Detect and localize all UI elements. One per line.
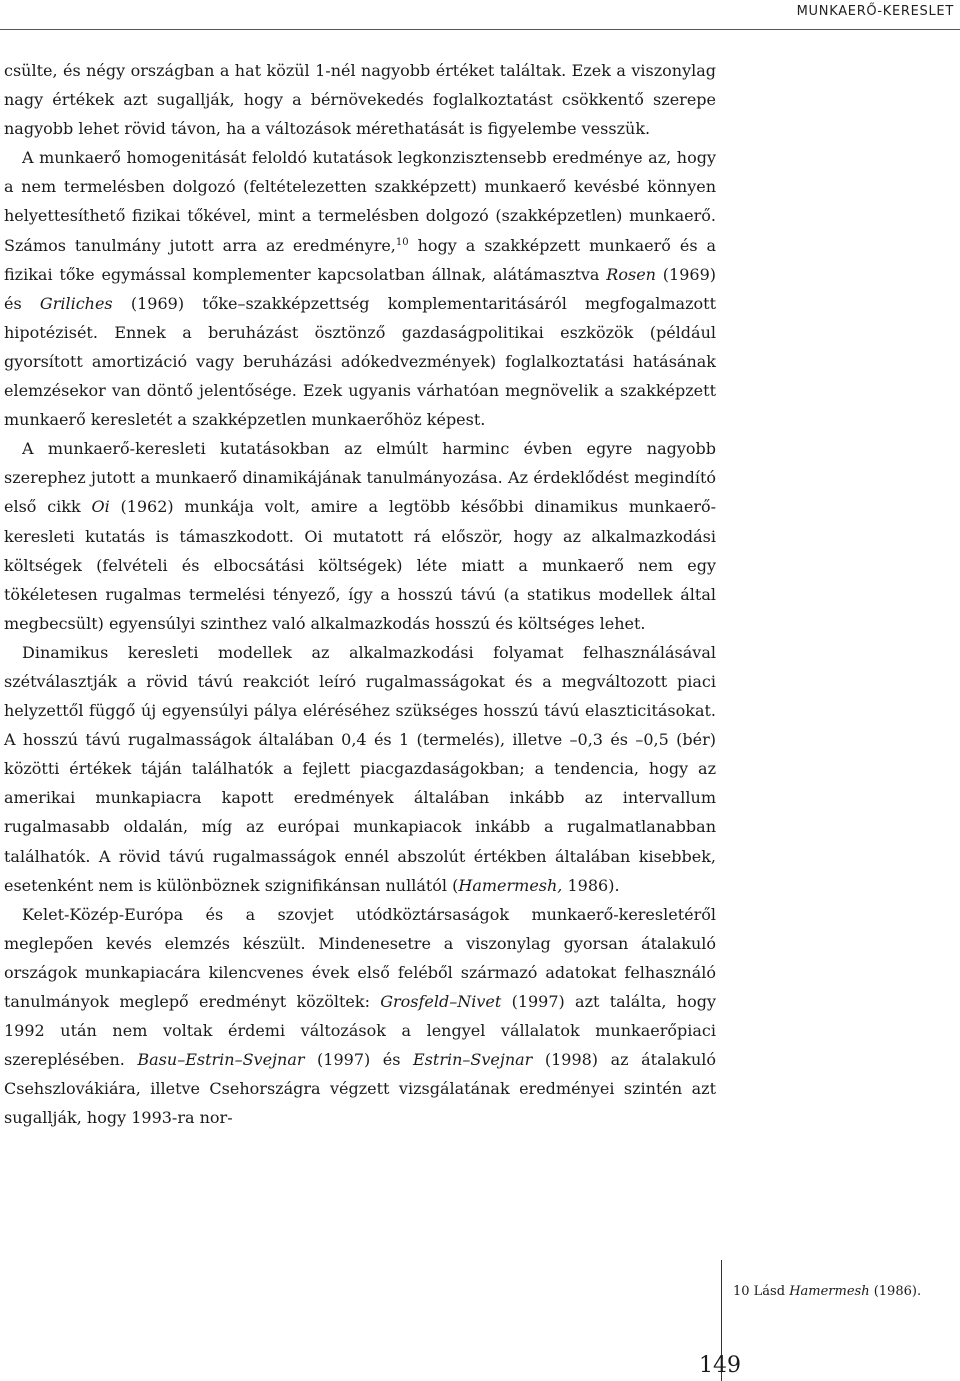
citation-hamermesh: Hamermesh, [458,875,563,895]
paragraph-1-text: csülte, és négy országban a hat közül 1-nél nagyobb értéket találtak. Ezek a viszonylag nagy értékek azt sugallják, hogy a bérnövekedés foglalkoztatást csökkentő szerepe nagyobb lehet rövid távon, ha a változások mérethatását is figyelembe vesszük. [4,61,716,139]
paragraph-3 [4,434,716,638]
paragraph-3-text-b: (1962) munkája volt, amire a legtöbb későbbi dinamikus munkaerő-keresleti kutatás is támaszkodott. Oi mutatott rá először, hogy az alkalmazkodási költségek (felvételi és elbocsátási költségek) léte miatt a munkaerő nem egy tökéletesen rugalmas termelési tényező, így a hosszú távú (a statikus modellek által megbecsült) egyensúlyi szinthez való alkalmazkodás hosszú és költséges lehet. [4,497,717,633]
paragraph-4-text-a: Dinamikus keresleti modellek az alkalmazkodási folyamat felhasználásával szétválasztják a rövid távú reakciót leíró rugalmasságokat és a megváltozott piaci helyzettől függő új egyensúlyi pálya eléréséhez szükséges hosszú távú elaszticitásokat. A hosszú távú rugalmasságok általában 0,4 és 1 (termelés), illetve –0,3 és –0,5 (bér) közötti értékek táján találhatók a fejlett piacgazdaságokban; a tendencia, hogy az amerikai munkapiacra kapott eredmények általában inkább az intervallum rugalmasabb oldalán, míg az európai munkapiacok inkább a rugalmatlanabban találhatók. A rövid távú rugalmasságok ennél abszolút értékben általában kisebbek, esetenként nem is különböznek szignifikánsan nullától ( [4,642,716,895]
paragraph-2-text-c: (1969) és [4,264,716,313]
citation-oi: Oi [91,497,110,517]
paragraph-2-text-b: hogy a szakképzett munkaerő és a fizikai tőke egymással komplementer kapcsolatban állnak, alátámasztva [4,235,717,284]
citation-griliches: Griliches [39,293,113,313]
paragraph-4-text-b: 1986). [562,875,620,895]
footnote-text-before: 10 Lásd [733,1284,790,1299]
paragraph-4 [4,638,716,900]
paragraph-5 [4,900,716,1133]
citation-grosfeld-nivet: Grosfeld–Nivet [380,992,502,1011]
paragraph-3-text-a: A munkaerő-keresleti kutatásokban az elmúlt harminc évben egyre nagyobb szerephez jutott a munkaerő dinamikájának tanulmányozása. Az érdeklődést megindító első cikk [4,439,716,517]
footnote-text-after: (1986). [869,1284,922,1299]
footnote-10 [733,1283,958,1301]
running-head: MUNKAERŐ-KERESLET [796,4,954,19]
paragraph-5-text-c: (1997) és [304,1050,413,1070]
citation-rosen: Rosen [606,264,656,284]
header-rule [0,29,960,30]
page-number: 149 [699,1353,741,1378]
paragraph-5-text-d: (1998) az átalakuló Csehszlovákiára, illetve Csehországra végzett vizsgálatának eredményei szintén azt sugallják, hogy 1993-ra nor- [4,1050,717,1128]
footnote-ref-10: 10 [395,236,409,248]
paragraph-2 [4,143,716,434]
paragraph-1 [4,56,716,143]
paragraph-2-text-d: (1969) tőke–szakképzettség komplementaritásáról megfogalmazott hipotézisét. Ennek a beruházást ösztönző gazdaságpolitikai eszközök (például gyorsított amortizáció vagy beruházási adókedvezmények) foglalkoztatási hatásának elemzésekor van döntő jelentősége. Ezek ugyanis várhatóan megnövelik a szakképzett munkaerő keresletét a szakképzetlen munkaerőhöz képest. [4,293,717,430]
paragraph-2-text-a: A munkaerő homogenitását feloldó kutatások legkonzisztensebb eredménye az, hogy a nem termelésben dolgozó (feltételezetten szakképzett) munkaerő kevésbé könnyen helyettesíthető fizikai tőkével, mint a termelésben dolgozó (szakképzetlen) munkaerő. Számos tanulmány jutott arra az eredményre, [4,148,716,255]
body-text [4,56,716,1132]
citation-basu-estrin-svejnar: Basu–Estrin–Svejnar [137,1050,305,1070]
paragraph-5-text-b: (1997) azt találta, hogy 1992 után nem voltak érdemi változások a lengyel vállalatok munkaerőpiaci szereplésében. [4,992,716,1070]
citation-estrin-svejnar: Estrin–Svejnar [413,1050,533,1070]
footnote-citation: Hamermesh [789,1284,870,1299]
paragraph-5-text-a: Kelet-Közép-Európa és a szovjet utódköztársaságok munkaerő-keresletéről meglepően kevés elemzés készült. Mindenesetre a viszonylag gyorsan átalakuló országok munkapiacára kilencvenes évek első feléből származó adatokat felhasználó tanulmányok meglepő eredményt közöltek: [4,904,716,1011]
